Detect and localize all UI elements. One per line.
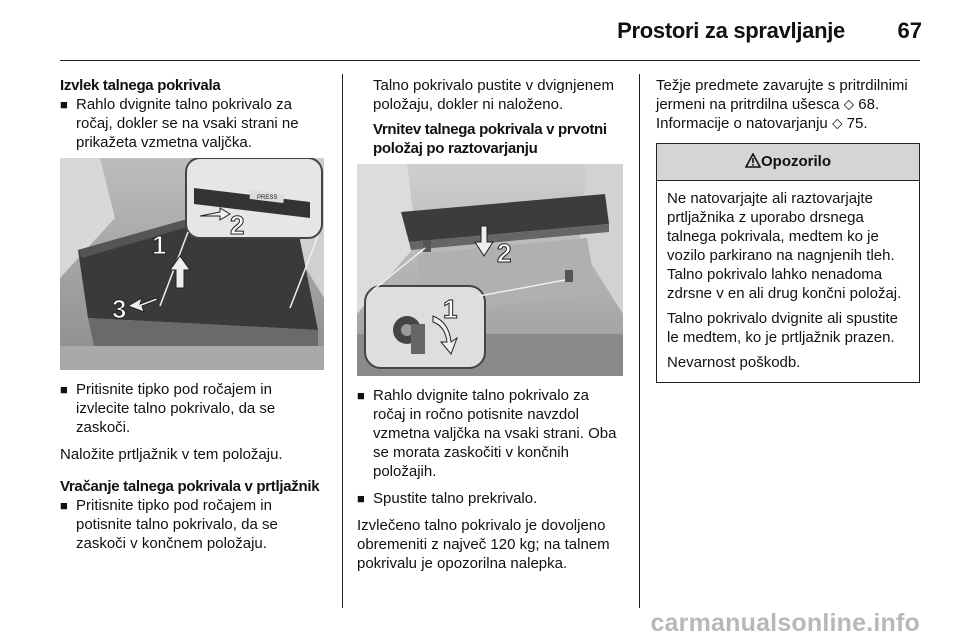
bullet-item: ■ Pritisnite tipko pod ročajem in izvlecite talno pokrivalo, da se zaskoči.	[60, 380, 328, 437]
press-label-text: PRESS	[257, 195, 278, 201]
column-3	[656, 76, 920, 383]
page-reference[interactable]: 68	[858, 96, 875, 113]
callout-2: 2	[497, 238, 512, 268]
section-heading: Izvlek talnega pokrivala	[60, 77, 221, 94]
warning-paragraph: Nevarnost poškodb.	[667, 354, 801, 371]
warning-box	[656, 143, 920, 383]
cross-reference-icon: ⬦	[843, 96, 855, 113]
callout-1: 1	[443, 294, 458, 324]
callout-3: 3	[112, 294, 127, 324]
section-heading: Vračanje talnega pokrivala v prtljažnik	[60, 478, 320, 495]
bullet-item: ■ Pritisnite tipko pod ročajem in potisnite talno pokrivalo, da se zaskoči v končnem položaju.	[60, 496, 328, 553]
warning-title: Opozorilo	[761, 153, 831, 170]
paragraph-text: .	[863, 115, 868, 132]
warning-header	[657, 144, 919, 181]
column-2	[357, 76, 625, 573]
page-reference[interactable]: 75	[846, 115, 864, 132]
section-heading: Vrnitev talnega pokrivala v prvotni položaj po raztovarjanju	[373, 121, 607, 157]
bullet-item: ■ Rahlo dvignite talno pokrivalo za ročaj, dokler se na vsaki strani ne prikažeta vzmetna valjčka.	[60, 95, 328, 152]
paragraph	[656, 76, 920, 133]
warning-paragraph: Ne natovarjajte ali raztovarjajte prtljažnika z uporabo drsnega talnega pokrivala, medtem ko je vozilo parkirano na nagnjenih tleh. Talno pokrivalo lahko nenadoma zdrsne v en ali drug končni položaj.	[667, 190, 902, 302]
bullet-item: ■ Spustite talno prekrivalo.	[357, 489, 625, 508]
paragraph: Izvlečeno talno pokrivalo je dovoljeno obremeniti z največ 120 kg; na talnem pokrivalu je opozorilna nalepka.	[357, 517, 610, 572]
column-divider-1	[342, 74, 343, 608]
paragraph: Talno pokrivalo pustite v dvignjenem položaju, dokler ni naloženo.	[373, 77, 614, 113]
page-number: 67	[897, 18, 922, 43]
column-divider-2	[639, 74, 640, 608]
warning-paragraph: Talno pokrivalo dvignite ali spustite le medtem, ko je prtljažnik prazen.	[667, 310, 898, 346]
figure-cargo-cover-return	[357, 164, 623, 376]
figure-cargo-cover-extend	[60, 158, 324, 370]
column-1	[60, 76, 328, 553]
paragraph: Naložite prtljažnik v tem položaju.	[60, 446, 283, 463]
bullet-item: ■ Rahlo dvignite talno pokrivalo za ročaj in ročno potisnite navzdol vzmetna valjčka na vsaki strani. Oba se morata zaskočiti v končnih položajih.	[357, 386, 625, 481]
warning-body	[657, 181, 919, 382]
header-rule	[60, 60, 920, 61]
watermark: carmanualsonline.info	[650, 609, 920, 637]
callout-1: 1	[152, 230, 167, 260]
page-title: Prostori za spravljanje	[617, 18, 845, 43]
paragraph-text: . Informacije o natovarjanju	[656, 96, 880, 132]
callout-2: 2	[230, 210, 245, 240]
cross-reference-icon: ⬦	[831, 115, 843, 132]
warning-triangle-icon	[745, 153, 761, 168]
paragraph-text: Težje predmete zavarujte s pritrdilnimi jermeni na pritrdilna ušesca	[656, 77, 908, 113]
